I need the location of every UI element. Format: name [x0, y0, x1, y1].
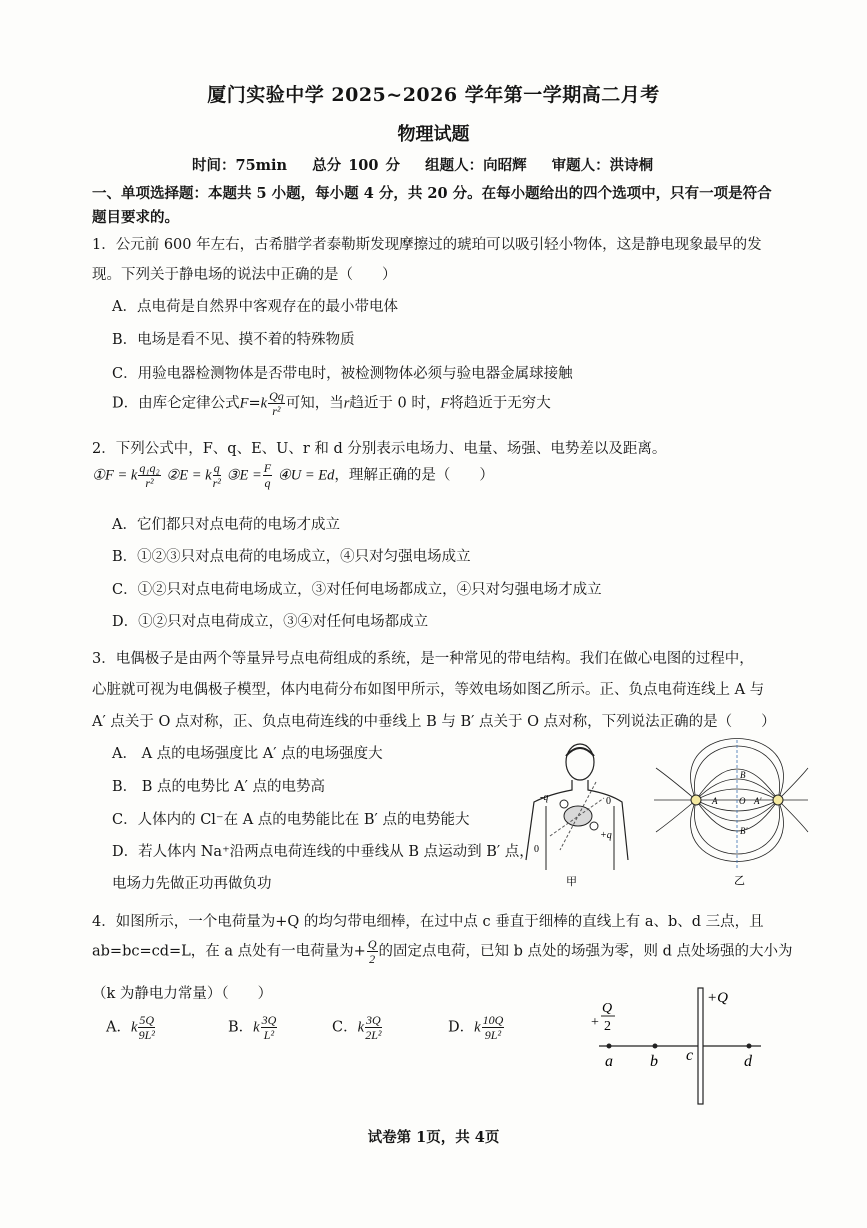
exam-meta	[192, 154, 671, 175]
label-zero-top: 0	[606, 796, 611, 807]
q1-d-text-end: 将趋近于无穷大	[449, 395, 551, 412]
q4-option-c	[332, 1014, 383, 1041]
q1-d-F: F	[440, 395, 450, 412]
q2-f3-den: q	[264, 476, 271, 490]
q4-c-label: C．	[332, 1019, 358, 1036]
head-outline	[566, 744, 594, 780]
q4-b-fraction	[261, 1014, 278, 1041]
q2-option-c: C．①②只对点电荷电场成立，③对任何电场都成立，④只对匀强电场才成立	[112, 582, 602, 598]
q4-c-den: 2L²	[365, 1028, 382, 1042]
negative-charge	[773, 795, 783, 805]
right-shoulder	[588, 780, 628, 860]
q2-f1-num: q₁q₂	[139, 461, 160, 475]
figure-jia-body-diagram	[520, 740, 630, 890]
q1-d-num: Qq	[269, 389, 284, 403]
q4-a-label: A．	[106, 1019, 131, 1036]
q4-b-num: 3Q	[261, 1013, 277, 1027]
label-O: O	[739, 796, 746, 806]
label-A-prime: A′	[754, 796, 762, 806]
label-a: a	[605, 1053, 613, 1070]
q3-stem-line2: 心脏就可视为电偶极子模型，体内电荷分布如图甲所示，等效电场如图乙所示。正、负点电荷连线上 A 与	[92, 682, 765, 698]
q4-stem-line2	[92, 938, 793, 965]
rod-charge-label: +Q	[707, 990, 728, 1006]
q2-f2-fraction	[213, 462, 221, 489]
exam-reviewer: 审题人：洪诗桐	[551, 157, 654, 174]
q4-option-a	[106, 1014, 156, 1041]
q2-tail: ，理解正确的是（ ）	[334, 467, 494, 484]
q4-b-den: L²	[263, 1028, 275, 1042]
q4-d-den: 9L²	[484, 1028, 502, 1042]
label-A: A	[712, 796, 718, 806]
q2-f1-den: r²	[145, 476, 154, 490]
figure-yi-caption: 乙	[734, 875, 745, 887]
q3-option-d-line2: 电场力先做正功再做负功	[112, 876, 272, 892]
q4-charge-num: Q	[367, 937, 377, 951]
positive-charge	[691, 795, 701, 805]
q1-stem-line2: 现。下列关于静电场的说法中正确的是（ ）	[92, 267, 397, 283]
q1-d-fraction	[268, 390, 285, 417]
q1-option-b: B．电场是看不见、摸不着的特殊物质	[112, 332, 355, 348]
q1-option-c: C．用验电器检测物体是否带电时，被检测物体必须与验电器金属球接触	[112, 366, 573, 382]
q2-f2-den: r²	[212, 476, 221, 490]
exam-time: 时间：75min	[192, 157, 288, 174]
page-footer: 试卷第 1页，共 4页	[367, 1129, 500, 1146]
q2-f2-num: q	[213, 461, 220, 475]
q2-option-d: D．①②只对点电荷成立，③④对任何电场都成立	[112, 614, 429, 630]
q1-option-a: A．点电荷是自然界中客观存在的最小带电体	[112, 299, 398, 315]
figure-yi-field-diagram	[650, 738, 810, 888]
q4-d-k: k	[474, 1019, 481, 1036]
q3-option-d-line1: D．若人体内 Na⁺沿两点电荷连线的中垂线从 B 点运动到 B′ 点，	[112, 844, 534, 860]
point-charge-den: 2	[604, 1019, 611, 1034]
negative-charge-marker	[560, 800, 568, 808]
q4-stem-line1: 4．如图所示，一个电荷量为+Q 的均匀带电细棒，在过中点 c 垂直于细棒的直线上有 a、b、d 三点，且	[92, 914, 764, 930]
q4-b-k: k	[253, 1019, 260, 1036]
point-d	[747, 1044, 752, 1049]
q4-stem-line3: （k 为静电力常量）（ ）	[92, 986, 273, 1002]
label-c: c	[686, 1047, 694, 1064]
q2-formulas	[92, 462, 494, 489]
q2-option-a: A．它们都只对点电荷的电场才成立	[112, 517, 340, 533]
q4-rod-figure	[585, 984, 775, 1108]
exam-author: 组题人：向昭辉	[425, 157, 527, 174]
q1-d-text-mid: 可知，当	[285, 395, 344, 412]
q2-stem-line1: 2．下列公式中，F、q、E、U、r 和 d 分别表示电场力、电量、场强、电势差以及距离。	[92, 441, 667, 457]
point-a	[607, 1044, 612, 1049]
q1-d-formula-lhs: F	[239, 395, 249, 412]
label-plus-q: +q	[600, 830, 612, 841]
q4-b-label: B．	[228, 1019, 254, 1036]
positive-charge-marker	[590, 822, 598, 830]
q2-f3-fraction	[263, 462, 272, 489]
q4-c-num: 3Q	[366, 1013, 381, 1027]
exam-title: 厦门实验中学 2025~2026 学年第一学期高二月考	[207, 84, 660, 106]
q4-d-label: D．	[448, 1019, 475, 1036]
q4-d-num: 10Q	[482, 1013, 504, 1027]
q4-c-fraction	[365, 1014, 382, 1041]
point-charge-sign: +	[591, 1015, 599, 1030]
q1-d-text-post: 趋近于 0 时，	[349, 395, 441, 412]
q2-option-b: B．①②③只对点电荷的电场成立，④只对匀强电场成立	[112, 549, 471, 565]
exam-score: 总分 100 分	[312, 157, 401, 174]
label-B-prime: B′	[740, 826, 748, 836]
label-B: B	[740, 770, 746, 780]
q3-option-b: B． B 点的电势比 A′ 点的电势高	[112, 779, 326, 795]
q1-d-text-pre: D．由库仑定律公式	[112, 395, 240, 412]
q3-option-c: C．人体内的 Cl⁻在 A 点的电势能比在 B′ 点的电势能大	[112, 812, 470, 828]
section-heading-line2: 题目要求的。	[92, 209, 179, 226]
q4-c-k: k	[357, 1019, 365, 1036]
q4-line2-pre: ab=bc=cd=L，在 a 点处有一电荷量为+	[92, 943, 366, 960]
q4-a-fraction	[138, 1014, 155, 1041]
q4-charge-fraction	[367, 938, 378, 965]
q4-a-num: 5Q	[139, 1013, 155, 1027]
q2-f3-num: F	[263, 461, 272, 475]
q2-f4: ④U = Ed	[277, 467, 335, 484]
q2-f2-lhs: ②E = k	[166, 467, 212, 484]
q4-option-d	[448, 1014, 505, 1041]
q3-option-a: A． A 点的电场强度比 A′ 点的电场强度大	[112, 746, 383, 762]
point-b	[653, 1044, 658, 1049]
q3-stem-line3: A′ 点关于 O 点对称，正、负点电荷连线的中垂线上 B 与 B′ 点关于 O 点对称，下列说法正确的是（ ）	[92, 714, 776, 730]
q4-a-den: 9L²	[138, 1028, 155, 1042]
q2-f1-fraction	[138, 462, 160, 489]
q1-d-r: r	[343, 395, 350, 412]
charged-rod	[698, 988, 703, 1104]
q4-d-fraction	[482, 1014, 505, 1041]
q1-d-formula-k: k	[260, 395, 268, 412]
q3-stem-line1: 3．电偶极子是由两个等量异号点电荷组成的系统，是一种常见的带电结构。我们在做心电图的过程中，	[92, 651, 754, 667]
label-zero-bottom: 0	[534, 844, 539, 855]
q4-a-k: k	[130, 1019, 138, 1036]
label-b: b	[650, 1053, 658, 1070]
q2-f1-lhs: ①F = k	[92, 467, 138, 484]
q1-d-den: r²	[272, 404, 281, 418]
q4-option-b	[228, 1014, 278, 1041]
q2-f3-lhs: ③E =	[226, 467, 262, 484]
field-lines	[654, 739, 808, 862]
q1-stem-line1: 1．公元前 600 年左右，古希腊学者泰勒斯发现摩擦过的琥珀可以吸引轻小物体，这是静电现象最早的发	[92, 237, 762, 253]
q4-line2-post: 的固定点电荷，已知 b 点处的场强为零，则 d 点处场强的大小为	[378, 943, 793, 960]
q4-charge-den: 2	[369, 952, 376, 966]
label-minus-q: -q	[540, 792, 549, 803]
exam-subtitle: 物理试题	[397, 124, 470, 145]
point-charge-num: Q	[602, 1001, 613, 1016]
q1-option-d: D．由库仑定律公式F=k $\frac{Qq}{\text{r²}}$ 可知，当r趋近于 0 时，F将趋近于无穷大	[112, 389, 551, 418]
figure-jia-caption: 甲	[566, 876, 577, 888]
section-heading-line1: 一、单项选择题：本题共 5 小题，每小题 4 分，共 20 分。在每小题给出的四个选项中，只有一项是符合	[92, 185, 772, 202]
label-d: d	[744, 1053, 752, 1070]
